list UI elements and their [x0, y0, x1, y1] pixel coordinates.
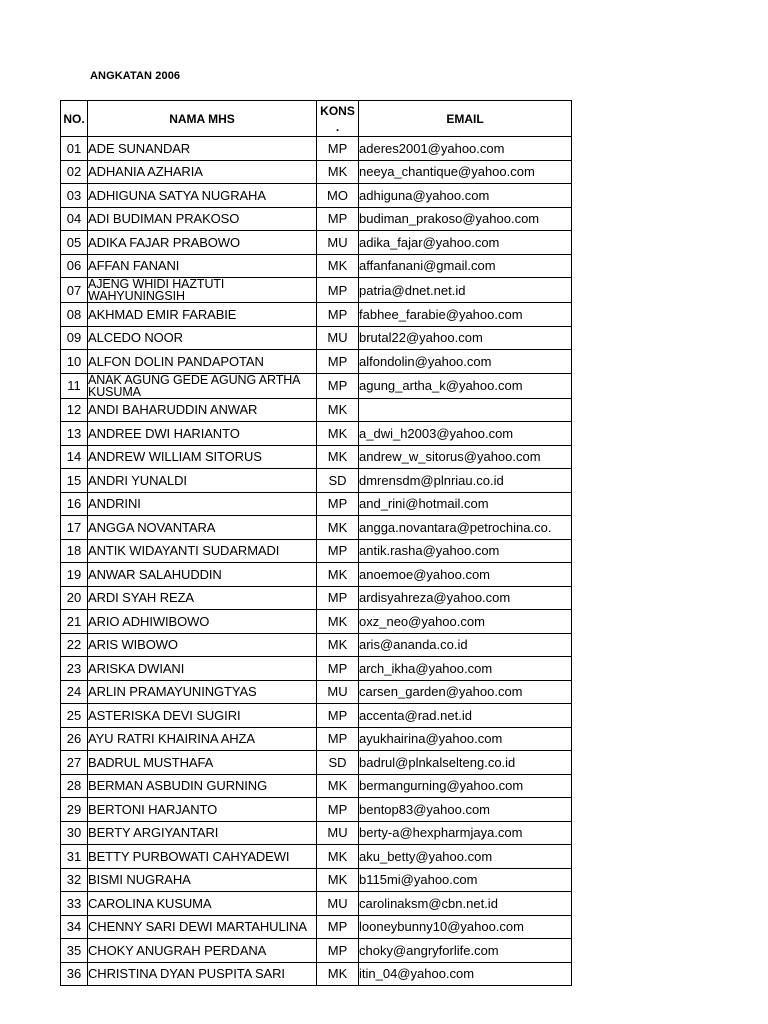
- student-email: berty-a@hexpharmjaya.com: [359, 821, 572, 845]
- table-row: [61, 137, 572, 161]
- student-email: bentop83@yahoo.com: [359, 798, 572, 822]
- table-row: [61, 254, 572, 278]
- row-number: 33: [61, 892, 88, 916]
- row-number: 07: [61, 278, 88, 303]
- row-number: 26: [61, 727, 88, 751]
- concentration-code: MK: [317, 774, 359, 798]
- student-name: ANDREE DWI HARIANTO: [88, 422, 317, 446]
- student-email: accenta@rad.net.id: [359, 704, 572, 728]
- student-name: ANDREW WILLIAM SITORUS: [88, 445, 317, 469]
- student-email: [359, 398, 572, 422]
- concentration-code: MP: [317, 373, 359, 398]
- student-name: BISMI NUGRAHA: [88, 868, 317, 892]
- header-name: NAMA MHS: [88, 101, 317, 137]
- row-number: 05: [61, 231, 88, 255]
- student-email: anoemoe@yahoo.com: [359, 563, 572, 587]
- row-number: 11: [61, 373, 88, 398]
- row-number: 10: [61, 350, 88, 374]
- table-row: [61, 657, 572, 681]
- student-name: ADIKA FAJAR PRABOWO: [88, 231, 317, 255]
- header-email: EMAIL: [359, 101, 572, 137]
- student-email: carolinaksm@cbn.net.id: [359, 892, 572, 916]
- table-row: [61, 445, 572, 469]
- student-email: arch_ikha@yahoo.com: [359, 657, 572, 681]
- student-email: looneybunny10@yahoo.com: [359, 915, 572, 939]
- student-email: adhiguna@yahoo.com: [359, 184, 572, 208]
- concentration-code: MP: [317, 939, 359, 963]
- student-email: aku_betty@yahoo.com: [359, 845, 572, 869]
- table-row: [61, 868, 572, 892]
- student-name: ANDI BAHARUDDIN ANWAR: [88, 398, 317, 422]
- table-body: [61, 137, 572, 986]
- concentration-code: MK: [317, 563, 359, 587]
- concentration-code: MK: [317, 445, 359, 469]
- table-row: [61, 539, 572, 563]
- table-row: [61, 350, 572, 374]
- row-number: 18: [61, 539, 88, 563]
- student-name: ARLIN PRAMAYUNINGTYAS: [88, 680, 317, 704]
- row-number: 28: [61, 774, 88, 798]
- student-name: ARDI SYAH REZA: [88, 586, 317, 610]
- concentration-code: MK: [317, 868, 359, 892]
- row-number: 03: [61, 184, 88, 208]
- concentration-code: SD: [317, 469, 359, 493]
- student-name: ADI BUDIMAN PRAKOSO: [88, 207, 317, 231]
- student-name: AYU RATRI KHAIRINA AHZA: [88, 727, 317, 751]
- student-email: dmrensdm@plnriau.co.id: [359, 469, 572, 493]
- student-name: ASTERISKA DEVI SUGIRI: [88, 704, 317, 728]
- row-number: 06: [61, 254, 88, 278]
- student-email: agung_artha_k@yahoo.com: [359, 373, 572, 398]
- concentration-code: MP: [317, 539, 359, 563]
- concentration-code: MK: [317, 254, 359, 278]
- row-number: 17: [61, 516, 88, 540]
- concentration-code: MO: [317, 184, 359, 208]
- student-email: aderes2001@yahoo.com: [359, 137, 572, 161]
- row-number: 34: [61, 915, 88, 939]
- table-row: [61, 892, 572, 916]
- student-email: brutal22@yahoo.com: [359, 326, 572, 350]
- student-name: BERTONI HARJANTO: [88, 798, 317, 822]
- student-name: ANGGA NOVANTARA: [88, 516, 317, 540]
- student-name: ANTIK WIDAYANTI SUDARMADI: [88, 539, 317, 563]
- student-email: choky@angryforlife.com: [359, 939, 572, 963]
- table-row: [61, 962, 572, 986]
- concentration-code: MK: [317, 516, 359, 540]
- concentration-code: MK: [317, 398, 359, 422]
- table-row: [61, 704, 572, 728]
- row-number: 23: [61, 657, 88, 681]
- row-number: 21: [61, 610, 88, 634]
- concentration-code: MK: [317, 160, 359, 184]
- table-row: [61, 207, 572, 231]
- header-no: NO.: [61, 101, 88, 137]
- student-name: CHRISTINA DYAN PUSPITA SARI: [88, 962, 317, 986]
- student-email: budiman_prakoso@yahoo.com: [359, 207, 572, 231]
- concentration-code: MP: [317, 303, 359, 327]
- student-name: BADRUL MUSTHAFA: [88, 751, 317, 775]
- student-email: aris@ananda.co.id: [359, 633, 572, 657]
- student-name: BERTY ARGIYANTARI: [88, 821, 317, 845]
- table-row: [61, 821, 572, 845]
- table-header-row: [61, 101, 572, 137]
- student-email: ayukhairina@yahoo.com: [359, 727, 572, 751]
- row-number: 14: [61, 445, 88, 469]
- table-row: [61, 278, 572, 303]
- row-number: 32: [61, 868, 88, 892]
- row-number: 35: [61, 939, 88, 963]
- table-row: [61, 398, 572, 422]
- student-name: AKHMAD EMIR FARABIE: [88, 303, 317, 327]
- student-email: fabhee_farabie@yahoo.com: [359, 303, 572, 327]
- concentration-code: MK: [317, 610, 359, 634]
- table-row: [61, 184, 572, 208]
- student-name: ADE SUNANDAR: [88, 137, 317, 161]
- concentration-code: MU: [317, 821, 359, 845]
- student-email: affanfanani@gmail.com: [359, 254, 572, 278]
- row-number: 20: [61, 586, 88, 610]
- table-row: [61, 915, 572, 939]
- table-row: [61, 160, 572, 184]
- row-number: 29: [61, 798, 88, 822]
- student-name: CHENNY SARI DEWI MARTAHULINA: [88, 915, 317, 939]
- table-row: [61, 680, 572, 704]
- concentration-code: MK: [317, 422, 359, 446]
- table-row: [61, 727, 572, 751]
- page-heading: ANGKATAN 2006: [90, 70, 181, 82]
- row-number: 30: [61, 821, 88, 845]
- concentration-code: MP: [317, 798, 359, 822]
- student-email: b115mi@yahoo.com: [359, 868, 572, 892]
- table-row: [61, 751, 572, 775]
- student-name: BERMAN ASBUDIN GURNING: [88, 774, 317, 798]
- concentration-code: MU: [317, 680, 359, 704]
- row-number: 25: [61, 704, 88, 728]
- student-name: CAROLINA KUSUMA: [88, 892, 317, 916]
- table-row: [61, 845, 572, 869]
- row-number: 02: [61, 160, 88, 184]
- student-name: ANDRI YUNALDI: [88, 469, 317, 493]
- student-email: and_rini@hotmail.com: [359, 492, 572, 516]
- concentration-code: MP: [317, 350, 359, 374]
- concentration-code: MP: [317, 207, 359, 231]
- student-email: patria@dnet.net.id: [359, 278, 572, 303]
- row-number: 01: [61, 137, 88, 161]
- student-name: ADHANIA AZHARIA: [88, 160, 317, 184]
- student-name: AFFAN FANANI: [88, 254, 317, 278]
- table-row: [61, 939, 572, 963]
- student-email: antik.rasha@yahoo.com: [359, 539, 572, 563]
- concentration-code: MP: [317, 915, 359, 939]
- student-name: ARIS WIBOWO: [88, 633, 317, 657]
- concentration-code: MP: [317, 727, 359, 751]
- student-name: ANDRINI: [88, 492, 317, 516]
- concentration-code: MP: [317, 657, 359, 681]
- table-row: [61, 516, 572, 540]
- concentration-code: MK: [317, 633, 359, 657]
- table-row: [61, 798, 572, 822]
- concentration-code: MP: [317, 278, 359, 303]
- student-name: CHOKY ANUGRAH PERDANA: [88, 939, 317, 963]
- table-row: [61, 492, 572, 516]
- table-row: [61, 303, 572, 327]
- student-email: a_dwi_h2003@yahoo.com: [359, 422, 572, 446]
- table-row: [61, 633, 572, 657]
- row-number: 15: [61, 469, 88, 493]
- concentration-code: SD: [317, 751, 359, 775]
- row-number: 22: [61, 633, 88, 657]
- row-number: 24: [61, 680, 88, 704]
- table-row: [61, 422, 572, 446]
- header-kons: KONS .: [317, 101, 359, 137]
- student-name: ANWAR SALAHUDDIN: [88, 563, 317, 587]
- row-number: 36: [61, 962, 88, 986]
- row-number: 04: [61, 207, 88, 231]
- student-name: ARISKA DWIANI: [88, 657, 317, 681]
- concentration-code: MP: [317, 586, 359, 610]
- concentration-code: MP: [317, 137, 359, 161]
- student-email: neeya_chantique@yahoo.com: [359, 160, 572, 184]
- concentration-code: MU: [317, 326, 359, 350]
- student-name: ANAK AGUNG GEDE AGUNG ARTHA KUSUMA: [88, 373, 317, 398]
- student-name: ADHIGUNA SATYA NUGRAHA: [88, 184, 317, 208]
- table-row: [61, 774, 572, 798]
- row-number: 08: [61, 303, 88, 327]
- row-number: 13: [61, 422, 88, 446]
- student-email: carsen_garden@yahoo.com: [359, 680, 572, 704]
- table-row: [61, 373, 572, 398]
- student-email: oxz_neo@yahoo.com: [359, 610, 572, 634]
- row-number: 09: [61, 326, 88, 350]
- row-number: 27: [61, 751, 88, 775]
- student-name: AJENG WHIDI HAZTUTI WAHYUNINGSIH: [88, 278, 317, 303]
- student-email: itin_04@yahoo.com: [359, 962, 572, 986]
- concentration-code: MP: [317, 704, 359, 728]
- table-row: [61, 563, 572, 587]
- student-email: bermangurning@yahoo.com: [359, 774, 572, 798]
- student-email: badrul@plnkalselteng.co.id: [359, 751, 572, 775]
- student-name: ARIO ADHIWIBOWO: [88, 610, 317, 634]
- student-name: ALFON DOLIN PANDAPOTAN: [88, 350, 317, 374]
- student-email: angga.novantara@petrochina.co.: [359, 516, 572, 540]
- student-table: [60, 100, 572, 986]
- row-number: 19: [61, 563, 88, 587]
- concentration-code: MU: [317, 231, 359, 255]
- student-email: ardisyahreza@yahoo.com: [359, 586, 572, 610]
- table-row: [61, 586, 572, 610]
- table-row: [61, 469, 572, 493]
- table-row: [61, 610, 572, 634]
- concentration-code: MK: [317, 962, 359, 986]
- student-email: adika_fajar@yahoo.com: [359, 231, 572, 255]
- row-number: 12: [61, 398, 88, 422]
- concentration-code: MU: [317, 892, 359, 916]
- table-row: [61, 326, 572, 350]
- student-name: ALCEDO NOOR: [88, 326, 317, 350]
- concentration-code: MK: [317, 845, 359, 869]
- student-email: andrew_w_sitorus@yahoo.com: [359, 445, 572, 469]
- row-number: 16: [61, 492, 88, 516]
- concentration-code: MP: [317, 492, 359, 516]
- student-name: BETTY PURBOWATI CAHYADEWI: [88, 845, 317, 869]
- student-email: alfondolin@yahoo.com: [359, 350, 572, 374]
- table-row: [61, 231, 572, 255]
- row-number: 31: [61, 845, 88, 869]
